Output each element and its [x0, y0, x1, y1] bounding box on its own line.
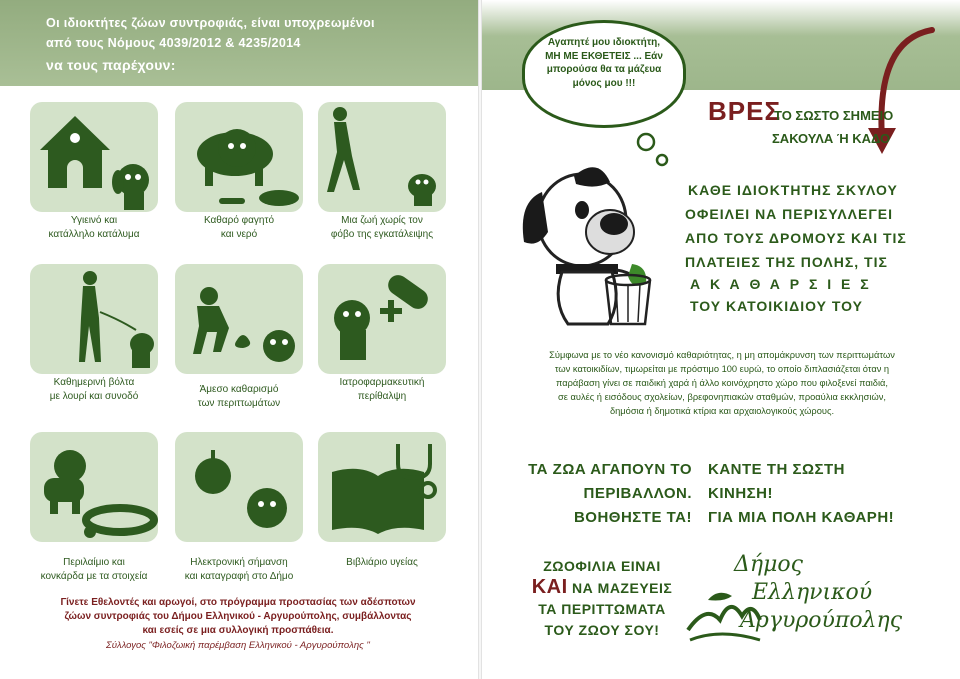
left-page	[0, 0, 478, 679]
food-bowl-icon	[175, 102, 303, 212]
poop-cleanup-icon	[175, 264, 303, 374]
walk-card	[30, 264, 158, 374]
walking-owner-icon	[318, 102, 446, 212]
duty-line-6: ΤΟΥ ΚΑΤΟΙΚΙΔΙΟΥ ΤΟΥ	[690, 298, 863, 314]
regulation-text: Σύμφωνα με το νέο κανονισμό καθαριότητας, η μη απομάκρυνση των περιττωμάτων των κατοικιδίων, τιμωρείται με πρόστιμο 100 ευρώ, το οποίο διπλασιάζεται όταν η παράβαση γίνει σε παιδική χαρά ή άλλο κοινόχρηστο χώρο που φιλοξενεί παιδιά, σε αυλές ή εισόδους σχολείων, βρεφονηπιακών σταθμών, προαύλια εκκλησιών, δημόσια ή δημοτικά κτίρια και αρχαιολογικούς χώρους.	[549, 350, 895, 416]
microchip-tag-icon	[175, 432, 303, 542]
leash-walk-icon	[30, 264, 158, 374]
right-page	[482, 0, 960, 679]
logo-line-1: Δήμος	[734, 552, 803, 577]
food-card	[175, 102, 303, 212]
zoophilia-text: ΖΩΟΦΙΛΙΑ ΕΙΝΑΙ ΚΑΙ ΝΑ ΜΑΖΕΥΕΙΣ ΤΑ ΠΕΡΙΤΤΩΜΑΤΑ ΤΟΥ ΖΩΟΥ ΣΟΥ!	[531, 558, 673, 638]
item-caption-2: Καθαρό φαγητό και νερό	[203, 215, 275, 240]
duty-line-5: Α Κ Α Θ Α Ρ Σ Ι Ε Σ	[690, 276, 872, 292]
find-title: ΒΡΕΣ	[708, 96, 782, 126]
item-caption-4: Καθημερινή βόλτα με λουρί και συνοδό	[49, 377, 139, 402]
item-caption-9: Βιβλιάριο υγείας	[346, 557, 418, 568]
item-caption-7: Περιλαίμιο και κονκάρδα με τα στοιχεία	[40, 557, 148, 582]
chip-card	[175, 432, 303, 542]
doghouse-card	[30, 102, 158, 212]
doghouse-icon	[30, 102, 158, 212]
slogan-left: ΤΑ ΖΩΑ ΑΓΑΠΟΥΝ ΤΟ ΠΕΡΙΒΑΛΛΟΝ. ΒΟΗΘΗΣΤΕ ΤΑ!	[528, 461, 692, 526]
item-caption-5: Άμεσο καθαρισμό των περιττωμάτων	[197, 384, 281, 409]
header-line-3: να τους παρέχουν:	[46, 57, 176, 73]
abandonment-card	[318, 102, 446, 212]
health-book-card	[318, 432, 446, 542]
kai-word: ΚΑΙ	[531, 576, 568, 598]
duty-line-3: ΑΠΟ ΤΟΥΣ ΔΡΟΜΟΥΣ ΚΑΙ ΤΙΣ	[685, 230, 907, 246]
item-caption-6: Ιατροφαρμακευτική περίθαλψη	[339, 377, 425, 402]
item-caption-1: Υγιεινό και κατάλληλο κατάλυμα	[48, 215, 140, 240]
find-line-1: ΤΟ ΣΩΣΤΟ ΣΗΜΕΙΟ	[774, 108, 894, 123]
trash-bin-icon	[602, 272, 654, 328]
item-caption-8: Ηλεκτρονική σήμανση και καταγραφή στο Δήμο	[184, 557, 294, 582]
left-header	[0, 0, 478, 86]
duty-line-1: ΚΑΘΕ ΙΔΙΟΚΤΗΤΗΣ ΣΚΥΛΟΥ	[688, 182, 898, 198]
association-signature: Σύλλογος "Φιλοζωική παρέμβαση Ελληνικού - Αργυρούπολης ''	[106, 640, 370, 651]
header-line-2: από τους Νόμους 4039/2012 & 4235/2014	[46, 36, 301, 50]
collar-card	[30, 432, 158, 542]
cleanup-card	[175, 264, 303, 374]
bubble-text: Αγαπητέ μου ιδιοκτήτη, ΜΗ ΜΕ ΕΚΘΕΤΕΙΣ ... Εάν μπορούσα θα τα μάζευα μόνος μου !!!	[545, 37, 663, 89]
health-book-icon	[318, 432, 446, 542]
header-line-1: Οι ιδιοκτήτες ζώων συντροφιάς, είναι υποχρεωμένοι	[46, 16, 375, 30]
volunteer-footer: Γίνετε Εθελοντές και αρωγοί, στο πρόγραμμα προστασίας των αδέσποτων ζώων συντροφιάς του Δήμου Ελληνικού - Αργυρούπολης, συμβάλλοντας και εσείς σε μια συλλογική προσπάθεια.	[60, 597, 416, 636]
logo-line-2: Ελληνικού	[752, 580, 873, 605]
collar-icon	[30, 432, 158, 542]
logo-line-3: Αργυρούπολης	[740, 608, 903, 633]
medicine-icon	[318, 264, 446, 374]
find-line-2: ΣΑΚΟΥΛΑ Ή ΚΑΔΟ	[772, 131, 891, 146]
medical-card	[318, 264, 446, 374]
duty-line-4: ΠΛΑΤΕΙΕΣ ΤΗΣ ΠΟΛΗΣ, ΤΙΣ	[685, 254, 888, 270]
duty-line-2: ΟΦΕΙΛΕΙ ΝΑ ΠΕΡΙΣΥΛΛΕΓΕΙ	[685, 206, 893, 222]
slogan-right: ΚΑΝΤΕ ΤΗ ΣΩΣΤΗ ΚΙΝΗΣΗ! ΓΙΑ ΜΙΑ ΠΟΛΗ ΚΑΘΑΡΗ!	[708, 461, 895, 526]
item-caption-3: Μια ζωή χωρίς τον φόβο της εγκατάλειψης	[330, 215, 434, 240]
